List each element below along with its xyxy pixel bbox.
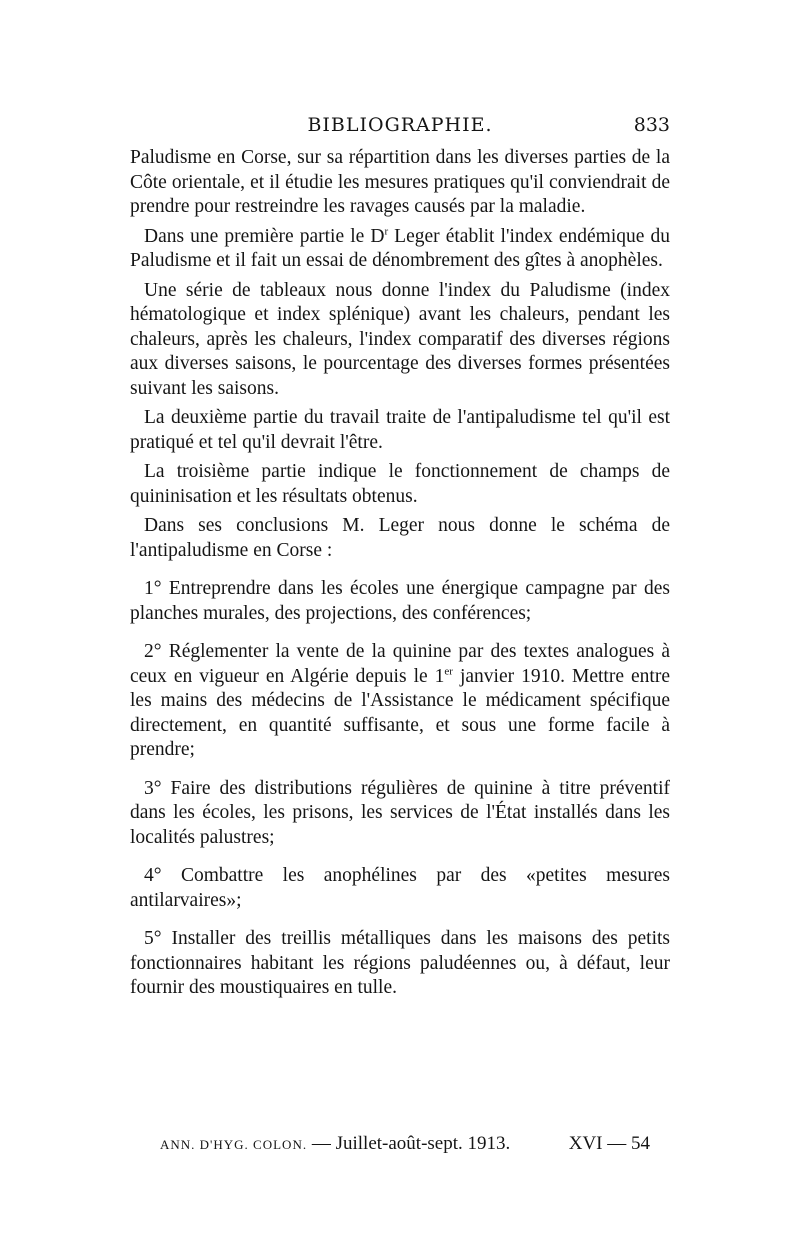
- paragraph-tables: Une série de tableaux nous donne l'index du Paludisme (index hématologique et index splénique) avant les chaleurs, pendant les chaleurs, après les chaleurs, l'index comparatif des diverses régions aux diverses saisons, le pourcentage des diverses formes présentées suivant les saisons.: [130, 279, 670, 399]
- conclusion-item-2-end: janvier 1910. Mettre entre les mains des médecins de l'Assistance le médicament spécifique directement, en quantité suffisante, et sous une forme facile à prendre;: [130, 665, 670, 760]
- ordinal-sup: er: [444, 665, 453, 677]
- page-header: [130, 114, 670, 144]
- conclusion-item-2-start: 2° Réglementer la vente de la quinine par des textes analogues à ceux en vigueur en Algérie depuis le 1: [130, 641, 670, 687]
- page-number: 833: [633, 114, 670, 136]
- paragraph-third-part: La troisième partie indique le fonctionnement de champs de quininisation et les résultats obtenus.: [130, 461, 670, 507]
- paragraph-first-part: [130, 225, 670, 274]
- conclusion-item-3: 3° Faire des distributions régulières de quinine à titre préventif dans les écoles, les prisons, les services de l'État installés dans les localités palustres;: [130, 777, 670, 848]
- paragraph-first-part-start: Dans une première partie le D: [144, 225, 385, 247]
- signature-mark: XVI — 54: [568, 1133, 650, 1154]
- running-title: BIBLIOGRAPHIE.: [307, 114, 493, 136]
- paragraph-second-part: La deuxième partie du travail traite de l'antipaludisme tel qu'il est pratiqué et tel qu'il devrait l'être.: [130, 407, 670, 453]
- conclusion-item-2: [130, 640, 670, 763]
- body-text: [130, 146, 670, 1006]
- doctor-abbrev-sup: r: [384, 225, 389, 237]
- conclusion-item-5: 5° Installer des treillis métalliques dans les maisons des petits fonctionnaires habitant les régions paludéennes ou, à défaut, leur fournir des moustiquaires en tulle.: [130, 928, 670, 998]
- paragraph-first-part-rest: Leger établit l'index endémique du Paludisme et il fait un essai de dénombrement des gîtes à anophèles.: [130, 225, 670, 271]
- conclusion-item-4: 4° Combattre les anophélines par des «petites mesures antilarvaires»;: [130, 865, 670, 911]
- footer-dash: —: [311, 1133, 331, 1154]
- journal-abbrev: ANN. D'HYG. COLON.: [160, 1137, 308, 1152]
- page-footer: [160, 1133, 660, 1155]
- issue-date: Juillet-août-sept. 1913.: [335, 1133, 511, 1154]
- paragraph-continuation: Paludisme en Corse, sur sa répartition dans les diverses parties de la Côte orientale, et il étudie les mesures pratiques qu'il conviendrait de prendre pour restreindre les ravages causés par la maladie.: [130, 147, 670, 217]
- paragraph-conclusions: Dans ses conclusions M. Leger nous donne le schéma de l'antipaludisme en Corse :: [130, 515, 670, 561]
- conclusion-item-1: 1° Entreprendre dans les écoles une énergique campagne par des planches murales, des projections, des conférences;: [130, 578, 670, 624]
